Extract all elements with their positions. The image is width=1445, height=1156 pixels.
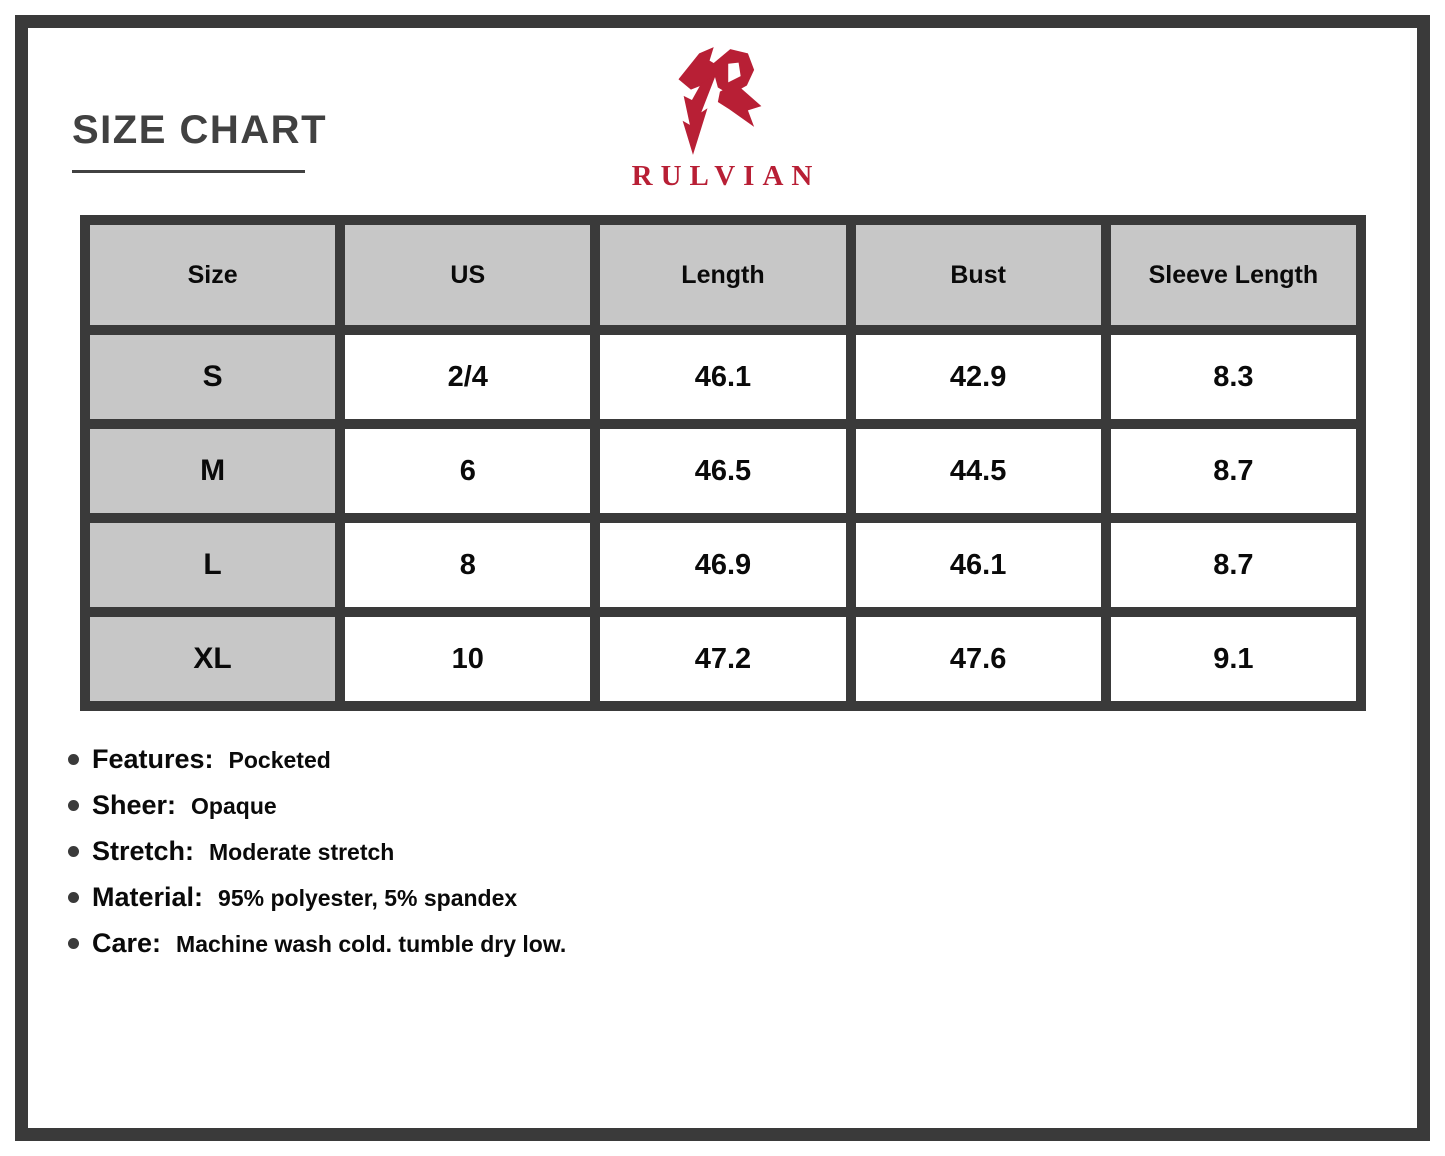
cell-length: 46.5	[600, 429, 845, 513]
row-size-label: L	[90, 523, 335, 607]
detail-item-stretch	[68, 836, 566, 867]
detail-value: Machine wash cold. tumble dry low.	[176, 931, 567, 957]
detail-value: Opaque	[191, 793, 277, 819]
cell-length: 46.9	[600, 523, 845, 607]
brand-name: RULVIAN	[631, 160, 821, 192]
cell-bust: 46.1	[856, 523, 1101, 607]
column-header-us: US	[345, 225, 590, 325]
row-size-label: S	[90, 335, 335, 419]
cell-sleeve-length: 8.7	[1111, 523, 1356, 607]
detail-label: Material:	[92, 882, 204, 912]
cell-us: 6	[345, 429, 590, 513]
size-table	[80, 215, 1366, 711]
detail-value: Moderate stretch	[209, 839, 395, 865]
bullet-dot-icon	[68, 938, 79, 949]
bullet-dot-icon	[68, 800, 79, 811]
column-header-bust: Bust	[856, 225, 1101, 325]
cell-sleeve-length: 8.7	[1111, 429, 1356, 513]
cell-bust: 47.6	[856, 617, 1101, 701]
detail-item-care	[68, 928, 566, 959]
page-title: SIZE CHART	[72, 108, 327, 152]
detail-label: Sheer:	[92, 790, 177, 820]
title-block	[72, 108, 327, 173]
detail-item-features	[68, 744, 566, 775]
detail-label: Care:	[92, 928, 162, 958]
size-table-body	[90, 335, 1356, 701]
bullet-dot-icon	[68, 892, 79, 903]
detail-label: Features:	[92, 744, 214, 774]
detail-label: Stretch:	[92, 836, 195, 866]
cell-bust: 42.9	[856, 335, 1101, 419]
brand-logo	[622, 44, 822, 193]
brand-r-monogram-icon	[669, 44, 775, 158]
table-row-s	[90, 335, 1356, 419]
title-underline	[72, 170, 305, 173]
table-row-xl	[90, 617, 1356, 701]
table-row-l	[90, 523, 1356, 607]
cell-bust: 44.5	[856, 429, 1101, 513]
cell-length: 47.2	[600, 617, 845, 701]
size-table-head	[90, 225, 1356, 325]
details-list	[68, 744, 566, 974]
column-header-sleeve-length: Sleeve Length	[1111, 225, 1356, 325]
cell-us: 2/4	[345, 335, 590, 419]
detail-item-sheer	[68, 790, 566, 821]
detail-value: 95% polyester, 5% spandex	[218, 885, 518, 911]
cell-sleeve-length: 9.1	[1111, 617, 1356, 701]
cell-length: 46.1	[600, 335, 845, 419]
table-row-m	[90, 429, 1356, 513]
cell-us: 8	[345, 523, 590, 607]
bullet-dot-icon	[68, 846, 79, 857]
row-size-label: XL	[90, 617, 335, 701]
detail-item-material	[68, 882, 566, 913]
cell-us: 10	[345, 617, 590, 701]
size-table-header-row	[90, 225, 1356, 325]
bullet-dot-icon	[68, 754, 79, 765]
row-size-label: M	[90, 429, 335, 513]
detail-value: Pocketed	[228, 747, 331, 773]
column-header-size: Size	[90, 225, 335, 325]
cell-sleeve-length: 8.3	[1111, 335, 1356, 419]
column-header-length: Length	[600, 225, 845, 325]
